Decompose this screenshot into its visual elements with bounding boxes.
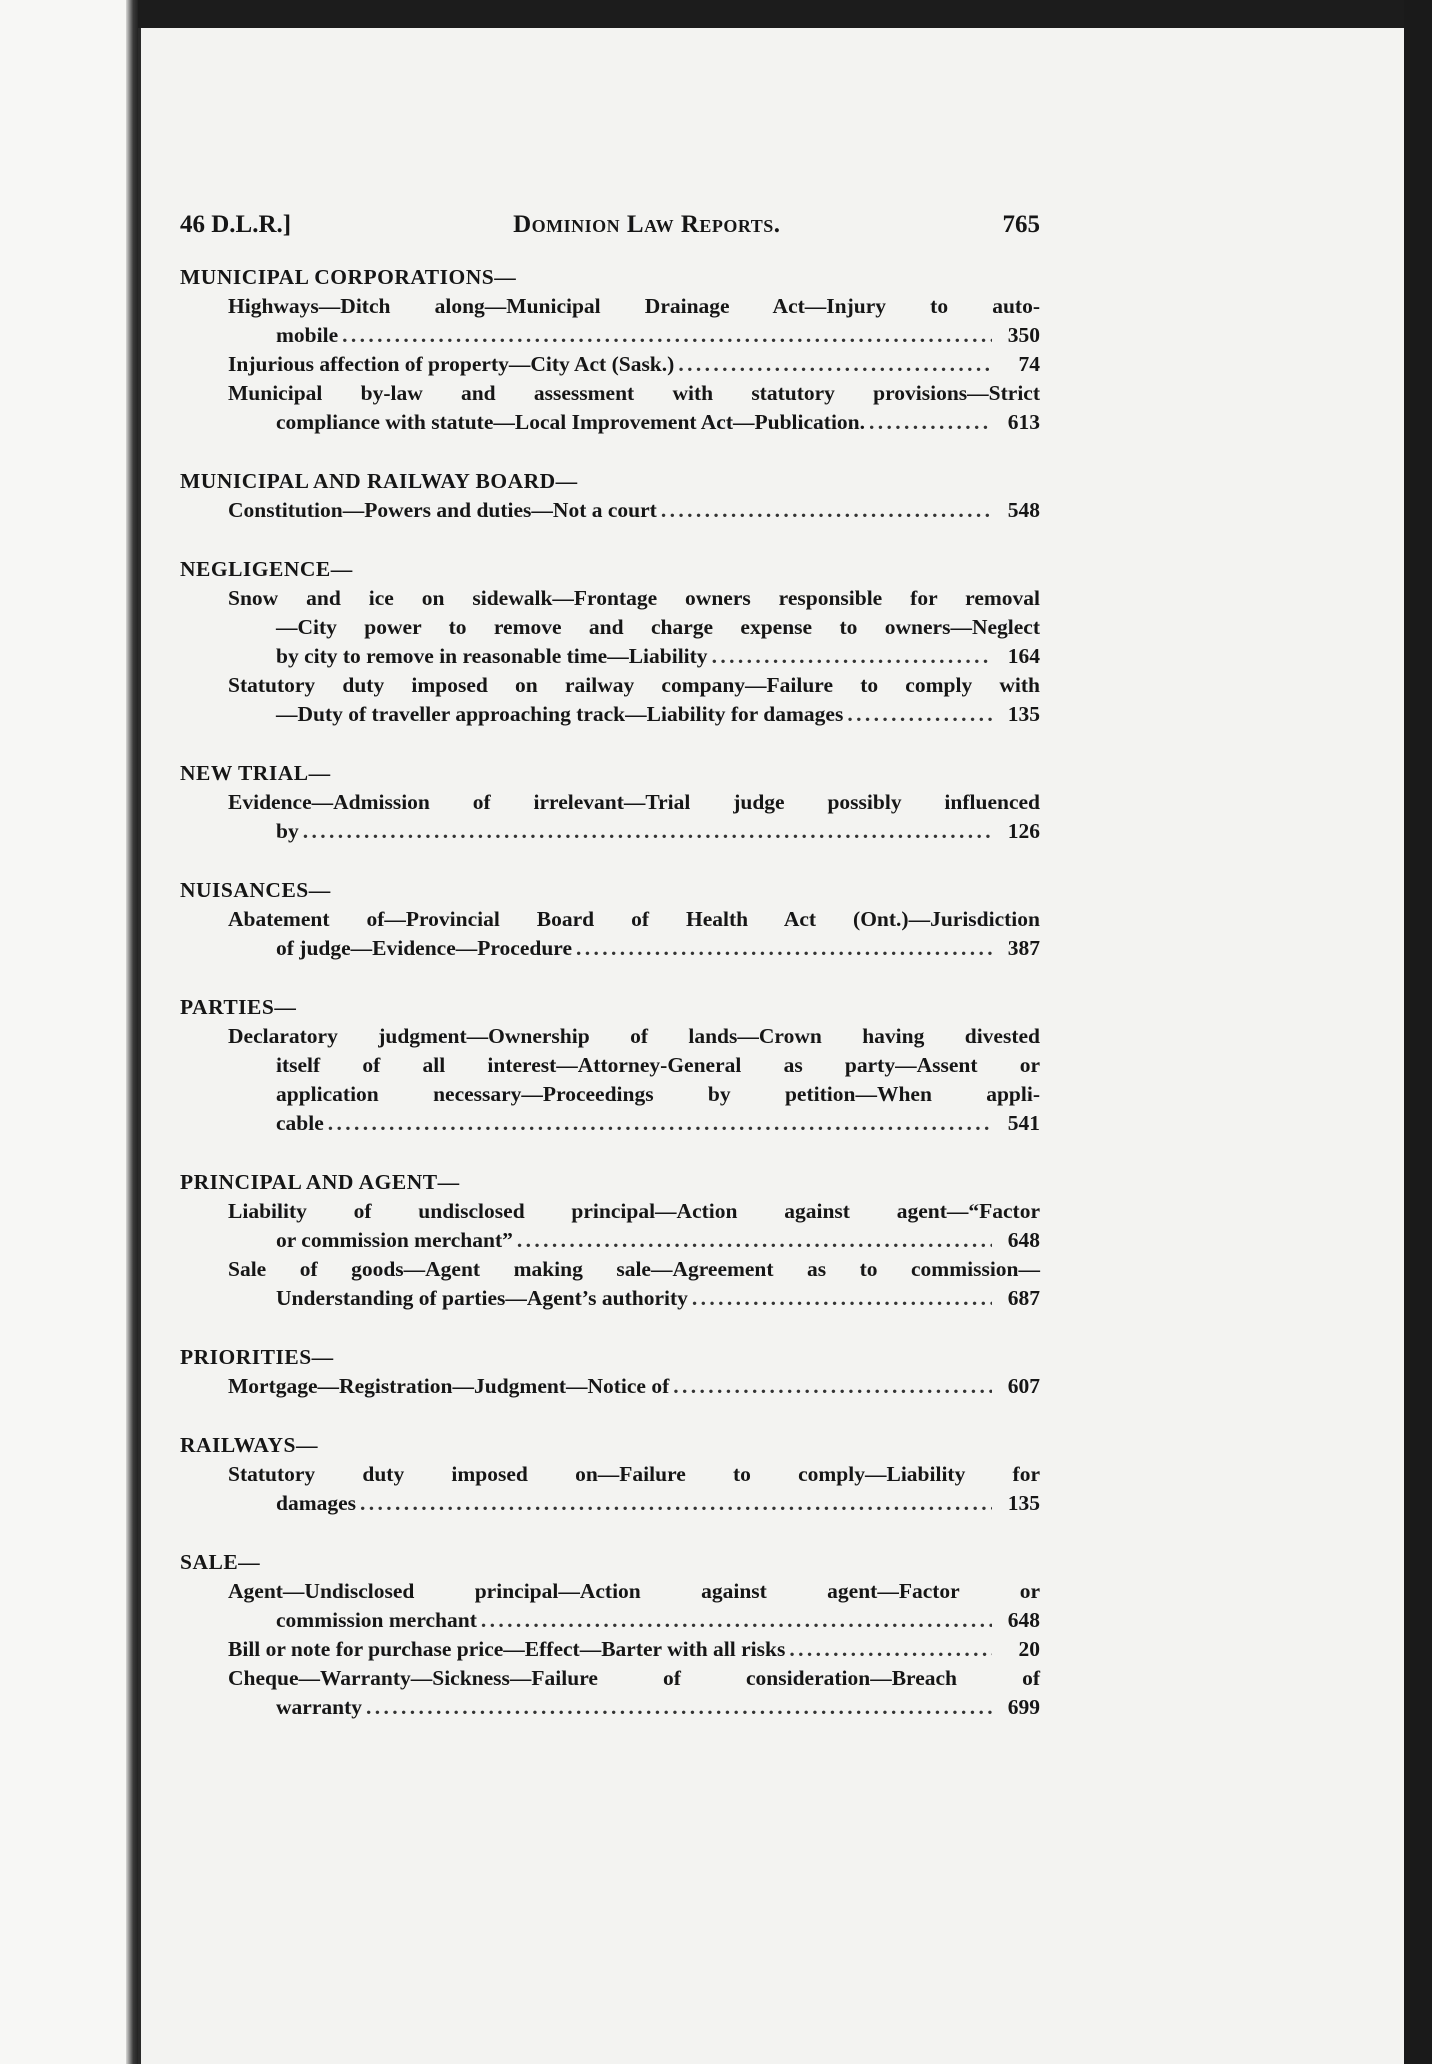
entry-line: Declaratory judgment—Ownership of lands—Crown having divested [228,1024,1040,1048]
left-page-edge [0,0,138,2064]
leader-dots [712,642,992,671]
entry-page-number: 135 [1007,1491,1040,1515]
scan-border [1404,0,1432,2064]
entry-text: Constitution—Powers and duties—Not a court [228,498,657,522]
index-entry [180,905,1040,963]
section-heading: MUNICIPAL CORPORATIONS— [180,265,517,289]
running-header [180,210,1040,239]
entry-line: Sale of goods—Agent making sale—Agreement as to commission— [228,1257,1040,1281]
entry-final-line [228,1226,1040,1255]
entry-text: or commission merchant” [276,1228,513,1252]
entry-page-number: 607 [1007,1374,1040,1398]
index-entry [180,292,1040,350]
entry-page-number: 20 [1018,1637,1040,1661]
index-entry [180,350,1040,379]
entry-page-number: 648 [1007,1608,1040,1632]
index-entry [180,1372,1040,1401]
section-heading: NEW TRIAL— [180,761,331,785]
entry-line: itself of all interest—Attorney-General as party—Assent or [276,1053,1040,1077]
entry-page-number: 687 [1007,1286,1040,1310]
entry-final-line [228,1372,1040,1401]
entry-final-line [228,321,1040,350]
entry-page-number: 699 [1007,1695,1040,1719]
entry-final-line [228,1635,1040,1664]
section-heading: NEGLIGENCE— [180,557,353,581]
index-section [180,876,1040,963]
entry-final-line [228,496,1040,525]
index-section [180,1548,1040,1722]
entry-final-line [228,1109,1040,1138]
index-entry [180,788,1040,846]
entry-text: Understanding of parties—Agent’s authority [276,1286,688,1310]
entry-page-number: 164 [1007,644,1040,668]
entry-page-number: 387 [1007,936,1040,960]
index-section [180,555,1040,729]
entry-text: Mortgage—Registration—Judgment—Notice of [228,1374,670,1398]
index-section [180,1168,1040,1313]
entry-text: compliance with statute—Local Improvement Act—Publication. [276,410,866,434]
section-heading: PRIORITIES— [180,1345,334,1369]
entry-final-line [228,408,1040,437]
page-number: 765 [1002,211,1040,238]
entry-text: Injurious affection of property—City Act (Sask.) [228,352,675,376]
entry-text: commission merchant [276,1608,477,1632]
leader-dots [366,1693,992,1722]
leader-dots [678,350,992,379]
index-section [180,993,1040,1138]
entry-final-line [228,1606,1040,1635]
leader-dots [692,1284,992,1313]
journal-title: Dominion Law Reports. [513,211,781,238]
entry-page-number: 613 [1007,410,1040,434]
entry-page-number: 548 [1007,498,1040,522]
index-section [180,1343,1040,1401]
index-entry [180,496,1040,525]
entry-final-line [228,1693,1040,1722]
entry-text: —Duty of traveller approaching track—Liability for damages [276,702,844,726]
index-entry [180,1022,1040,1138]
entry-page-number: 541 [1007,1111,1040,1135]
index-section [180,467,1040,525]
entry-text: of judge—Evidence—Procedure [276,936,572,960]
entry-text: by [276,819,299,843]
entry-line: Snow and ice on sidewalk—Frontage owners responsible for removal [228,586,1040,610]
section-heading: PRINCIPAL AND AGENT— [180,1170,460,1194]
index-sections [180,263,1040,1722]
leader-dots [517,1226,992,1255]
entry-text: Bill or note for purchase price—Effect—Barter with all risks [228,1637,786,1661]
entry-text: damages [276,1491,357,1515]
entry-page-number: 648 [1007,1228,1040,1252]
entry-page-number: 135 [1007,702,1040,726]
entry-line: Statutory duty imposed on railway company—Failure to comply with [228,673,1040,697]
index-entry [180,1197,1040,1255]
section-heading: RAILWAYS— [180,1433,318,1457]
entry-page-number: 126 [1007,819,1040,843]
index-section [180,263,1040,437]
leader-dots [661,496,992,525]
index-content [180,210,1040,1752]
index-entry [180,584,1040,671]
entry-final-line [228,1284,1040,1313]
entry-final-line [228,1489,1040,1518]
index-entry [180,1635,1040,1664]
entry-line: Agent—Undisclosed principal—Action against agent—Factor or [228,1579,1040,1603]
entry-final-line [228,642,1040,671]
volume-reference: 46 D.L.R.] [180,211,292,238]
section-heading: SALE— [180,1550,261,1574]
entry-line: Abatement of—Provincial Board of Health Act (Ont.)—Jurisdiction [228,907,1040,931]
entry-text: mobile [276,323,339,347]
section-heading: PARTIES— [180,995,297,1019]
entry-final-line [228,700,1040,729]
entry-line: Liability of undisclosed principal—Action against agent—“Factor [228,1199,1040,1223]
index-entry [180,671,1040,729]
leader-dots [360,1489,992,1518]
entry-final-line [228,350,1040,379]
leader-dots [303,817,992,846]
index-entry [180,1664,1040,1722]
entry-text: by city to remove in reasonable time—Liability [276,644,708,668]
entry-line: Highways—Ditch along—Municipal Drainage Act—Injury to auto- [228,294,1040,318]
binding-gutter [126,0,138,2064]
index-entry [180,379,1040,437]
entry-page-number: 74 [1018,352,1040,376]
leader-dots [847,700,992,729]
entry-final-line [228,817,1040,846]
leader-dots [481,1606,992,1635]
index-entry [180,1460,1040,1518]
entry-text: cable [276,1111,324,1135]
leader-dots [328,1109,992,1138]
index-entry [180,1255,1040,1313]
section-heading: MUNICIPAL AND RAILWAY BOARD— [180,469,578,493]
entry-line: application necessary—Proceedings by petition—When appli- [276,1082,1040,1106]
entry-line: Statutory duty imposed on—Failure to comply—Liability for [228,1462,1040,1486]
entry-line: Evidence—Admission of irrelevant—Trial judge possibly influenced [228,790,1040,814]
leader-dots [869,408,992,437]
entry-line: Municipal by-law and assessment with statutory provisions—Strict [228,381,1040,405]
index-section [180,759,1040,846]
section-heading: NUISANCES— [180,878,331,902]
leader-dots [673,1372,992,1401]
entry-final-line [228,934,1040,963]
entry-line: —City power to remove and charge expense to owners—Neglect [276,615,1040,639]
leader-dots [576,934,992,963]
leader-dots [789,1635,992,1664]
index-section [180,1431,1040,1518]
entry-page-number: 350 [1007,323,1040,347]
index-entry [180,1577,1040,1635]
entry-line: Cheque—Warranty—Sickness—Failure of consideration—Breach of [228,1666,1040,1690]
leader-dots [342,321,992,350]
entry-text: warranty [276,1695,362,1719]
